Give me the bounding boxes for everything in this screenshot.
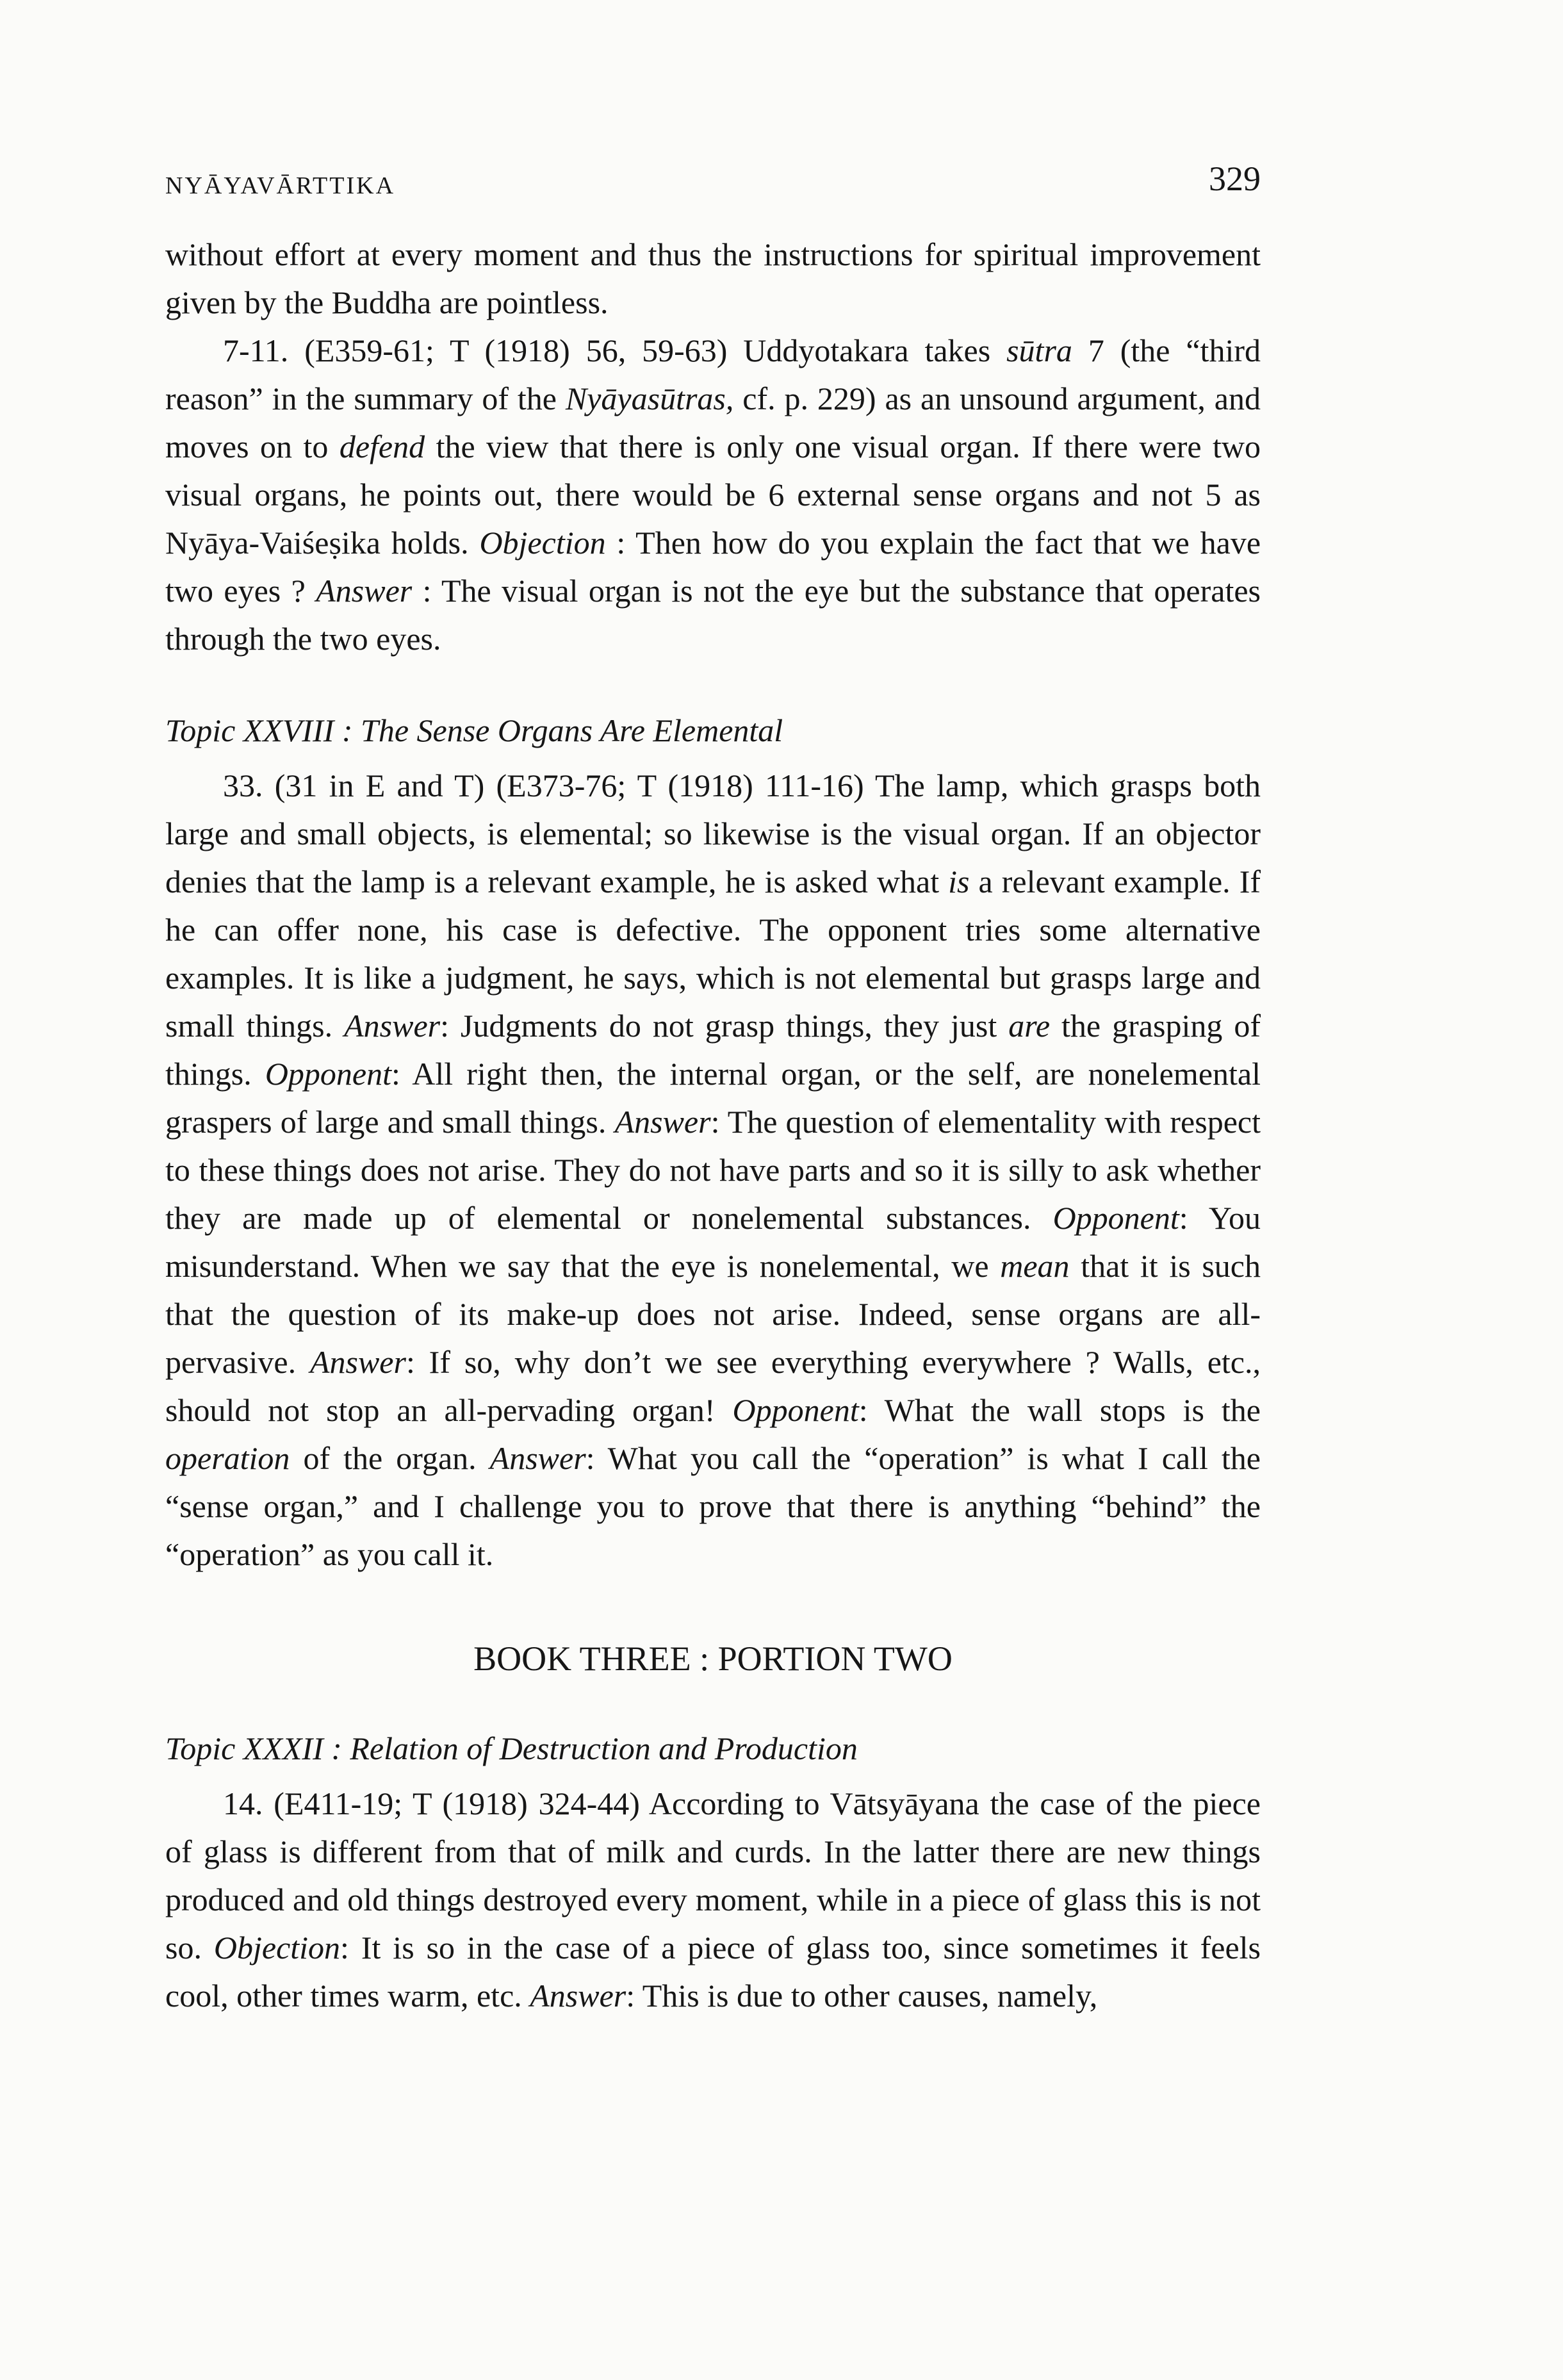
italic-run: Answer: [344, 1008, 441, 1044]
text-run: the view that there is only one visual organ. If there were two visual organs, he points out, there would be 6 external sense organs and not 5 as Nyāya-Vaiśeṣika holds.: [165, 429, 1261, 561]
text-run: : Judgments do not grasp things, they just: [440, 1008, 1009, 1044]
page-number: 329: [1209, 160, 1261, 198]
italic-run: mean: [1000, 1248, 1070, 1284]
italic-run: Objection: [479, 525, 606, 561]
text-run: Topic XXXII : Relation of Destruction and Production: [165, 1730, 858, 1766]
text-run: : The visual organ is not the eye but the substance that operates through the two eyes.: [165, 573, 1261, 657]
text-run: : This is due to other causes, namely,: [626, 1978, 1098, 2014]
text-run: a relevant example. If he can offer none, his case is defective. The opponent tries some alternative examples. It is like a judgment, he says, which is not elemental but grasps large and small things.: [165, 864, 1261, 1044]
text-run: cf. p. 229) as an unsound argument, and moves on to: [165, 381, 1261, 464]
text-run: : The question of elementality with respect to these things does not arise. They do not have parts and so it is silly to ask whether they are made up of elemental or nonelemental substances.: [165, 1104, 1261, 1236]
italic-run: Opponent: [732, 1392, 859, 1428]
italic-run: operation: [165, 1440, 290, 1476]
text-run: of the organ.: [290, 1440, 490, 1476]
book-portion-heading: [165, 1636, 1261, 1681]
text-run: : What the wall stops is the: [858, 1392, 1261, 1428]
topic-heading-xxxii: [165, 1726, 1261, 1771]
topic-heading-xxviii: [165, 708, 1261, 753]
italic-run: Opponent: [1052, 1200, 1179, 1236]
italic-run: Nyāyasūtras,: [565, 381, 734, 416]
paragraph-continuation: [165, 231, 1261, 327]
paragraph-33: [165, 762, 1261, 1579]
running-head: NYĀYAVĀRTTIKA: [165, 172, 396, 199]
paragraph-sutra-7-11: [165, 327, 1261, 663]
paragraph-14: [165, 1780, 1261, 2020]
text-run: that it is such that the question of its make-up does not arise. Indeed, sense organs are all-pervasive.: [165, 1248, 1261, 1380]
text-run: : If so, why don’t we see everything everywhere ? Walls, etc., should not stop an all-pervading organ!: [165, 1344, 1261, 1428]
text-run: without effort at every moment and thus the instructions for spiritual improvement given by the Buddha are pointless.: [165, 236, 1261, 320]
italic-run: Opponent: [265, 1056, 392, 1092]
text-run: 14. (E411-19; T (1918) 324-44) According to Vātsyāyana the case of the piece of glass is different from that of milk and curds. In the latter there are new things produced and old things destroyed every moment, while in a piece of glass this is not so.: [165, 1785, 1261, 1966]
italic-run: Answer: [614, 1104, 711, 1140]
text-run: : Then how do you explain the fact that we have two eyes ?: [165, 525, 1261, 609]
italic-run: Answer: [489, 1440, 586, 1476]
text-run: : You misunderstand. When we say that the eye is nonelemental, we: [165, 1200, 1261, 1284]
italic-run: Answer: [316, 573, 413, 609]
text-run: 33. (31 in E and T) (E373-76; T (1918) 111-16) The lamp, which grasps both large and small objects, is elemental; so likewise is the visual organ. If an objector denies that the lamp is a relevant example, he is asked what: [165, 767, 1261, 899]
text-run: 7-11. (E359-61; T (1918) 56, 59-63) Uddyotakara takes: [223, 332, 1007, 368]
text-run: : What you call the “operation” is what I call the “sense organ,” and I challenge you to prove that there is anything “behind” the “operation” as you call it.: [165, 1440, 1261, 1572]
italic-run: defend: [339, 429, 425, 464]
body-text: [165, 231, 1261, 2020]
text-run: 7 (the “third reason” in the summary of the: [165, 332, 1261, 416]
text-run: BOOK THREE : PORTION TWO: [473, 1639, 953, 1678]
text-run: : It is so in the case of a piece of glass too, since sometimes it feels cool, other times warm, etc.: [165, 1930, 1261, 2014]
italic-run: sūtra: [1006, 332, 1072, 368]
italic-run: are: [1008, 1008, 1051, 1044]
italic-run: Answer: [309, 1344, 406, 1380]
italic-run: Answer: [530, 1978, 626, 2014]
italic-run: Objection: [213, 1930, 341, 1966]
italic-run: is: [948, 864, 970, 899]
page-header: [165, 159, 1261, 217]
text-run: : All right then, the internal organ, or the self, are nonelemental graspers of large and small things.: [165, 1056, 1261, 1140]
text-run: the grasping of things.: [165, 1008, 1261, 1092]
text-run: Topic XXVIII : The Sense Organs Are Elemental: [165, 712, 783, 748]
